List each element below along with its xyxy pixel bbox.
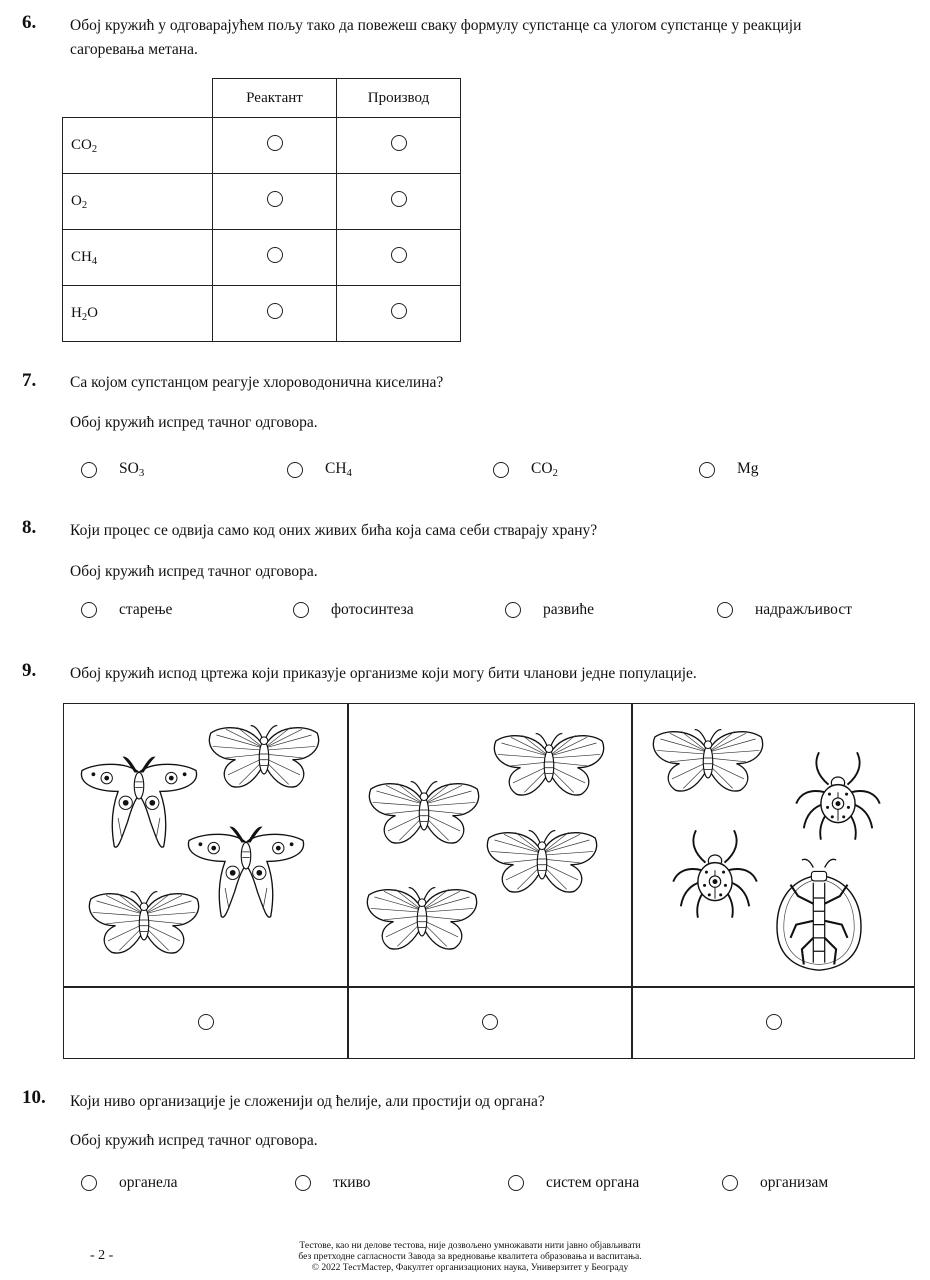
header-reactant: Реактант	[213, 79, 337, 118]
q10-radio[interactable]	[295, 1175, 311, 1191]
divider	[64, 986, 914, 988]
question-7-text: Са којом супстанцом реагује хлороводонична киселина?	[70, 374, 444, 391]
ch4-reactant-radio[interactable]	[267, 247, 283, 263]
question-number-7: 7.	[22, 370, 37, 391]
panel-1-radio[interactable]	[198, 1014, 214, 1030]
h2o-product-radio[interactable]	[391, 303, 407, 319]
q8-option-2[interactable]: фотосинтеза	[293, 601, 414, 619]
q7-option-ch4[interactable]: $CH_4$	[287, 460, 352, 479]
formula-o2: $O_2$	[63, 174, 213, 230]
panel-1-drawing	[64, 704, 347, 986]
question-number-9: 9.	[22, 660, 37, 681]
footer-line: без претходне сагласности Завода за вредновање квалитета образовања и васпитања.	[298, 1252, 642, 1262]
reactant-product-table	[62, 78, 461, 342]
q8-radio[interactable]	[81, 602, 97, 618]
question-number-6: 6.	[22, 12, 37, 33]
q7-radio[interactable]	[287, 462, 303, 478]
o2-reactant-radio[interactable]	[267, 191, 283, 207]
q7-radio[interactable]	[493, 462, 509, 478]
question-number-8: 8.	[22, 517, 37, 538]
q8-radio[interactable]	[505, 602, 521, 618]
header-product: Производ	[337, 79, 461, 118]
ch4-product-radio[interactable]	[391, 247, 407, 263]
q7-radio[interactable]	[81, 462, 97, 478]
q10-option-1[interactable]: органела	[81, 1174, 178, 1192]
copyright-footer	[210, 1241, 730, 1274]
o2-product-radio[interactable]	[391, 191, 407, 207]
question-number-10: 10.	[22, 1087, 46, 1108]
panel-3-drawing	[633, 704, 914, 986]
footer-line: Тестове, као ни делове тестова, није дозвољено умножавати нити јавно објављивати	[299, 1241, 641, 1251]
question-6-line2: сагоревања метана.	[70, 41, 198, 58]
question-6-text	[70, 14, 801, 62]
q10-radio[interactable]	[81, 1175, 97, 1191]
table-row	[63, 174, 461, 230]
panel-2-radio[interactable]	[482, 1014, 498, 1030]
co2-product-radio[interactable]	[391, 135, 407, 151]
q8-radio[interactable]	[293, 602, 309, 618]
question-10-text: Који ниво организације је сложенији од ћелије, али простији од органа?	[70, 1093, 545, 1110]
q7-option-co2[interactable]: $CO_2$	[493, 460, 558, 479]
panel-3-radio[interactable]	[766, 1014, 782, 1030]
q8-option-1[interactable]: старење	[81, 601, 172, 619]
table-row	[63, 118, 461, 174]
q10-radio[interactable]	[508, 1175, 524, 1191]
co2-reactant-radio[interactable]	[267, 135, 283, 151]
panel-2-drawing	[349, 704, 631, 986]
question-6-line1: Обој кружић у одговарајућем пољу тако да повежеш сваку формулу супстанце са улогом супстанце у реакцији	[70, 17, 802, 34]
population-panels	[63, 703, 915, 1059]
table-row	[63, 286, 461, 342]
question-9-text: Обој кружић испод цртежа који приказује организме који могу бити чланови једне популације.	[70, 665, 697, 682]
q10-option-2[interactable]: ткиво	[295, 1174, 371, 1192]
formula-co2: $CO_2$	[63, 118, 213, 174]
question-7-instruction: Обој кружић испред тачног одговора.	[70, 414, 318, 431]
q10-option-4[interactable]: организам	[722, 1174, 828, 1192]
question-8-text: Који процес се одвија само код оних живих бића која сама себи стварају храну?	[70, 522, 598, 539]
formula-ch4: $CH_4$	[63, 230, 213, 286]
question-10-instruction: Обој кружић испред тачног одговора.	[70, 1132, 318, 1149]
h2o-reactant-radio[interactable]	[267, 303, 283, 319]
q10-option-3[interactable]: систем органа	[508, 1174, 639, 1192]
q7-option-so3[interactable]: $SO_3$	[81, 460, 144, 479]
footer-line: © 2022 ТестМастер, Факултет организационих наука, Универзитет у Београду	[311, 1263, 629, 1273]
table-corner	[63, 79, 213, 118]
q8-radio[interactable]	[717, 602, 733, 618]
q8-option-4[interactable]: надражљивост	[717, 601, 852, 619]
formula-h2o: $H_2O$	[63, 286, 213, 342]
page-number: - 2 -	[90, 1248, 114, 1263]
q7-option-mg[interactable]: Mg	[699, 460, 759, 479]
q8-option-3[interactable]: развиће	[505, 601, 594, 619]
question-8-instruction: Обој кружић испред тачног одговора.	[70, 563, 318, 580]
q10-radio[interactable]	[722, 1175, 738, 1191]
q7-radio[interactable]	[699, 462, 715, 478]
table-row	[63, 230, 461, 286]
